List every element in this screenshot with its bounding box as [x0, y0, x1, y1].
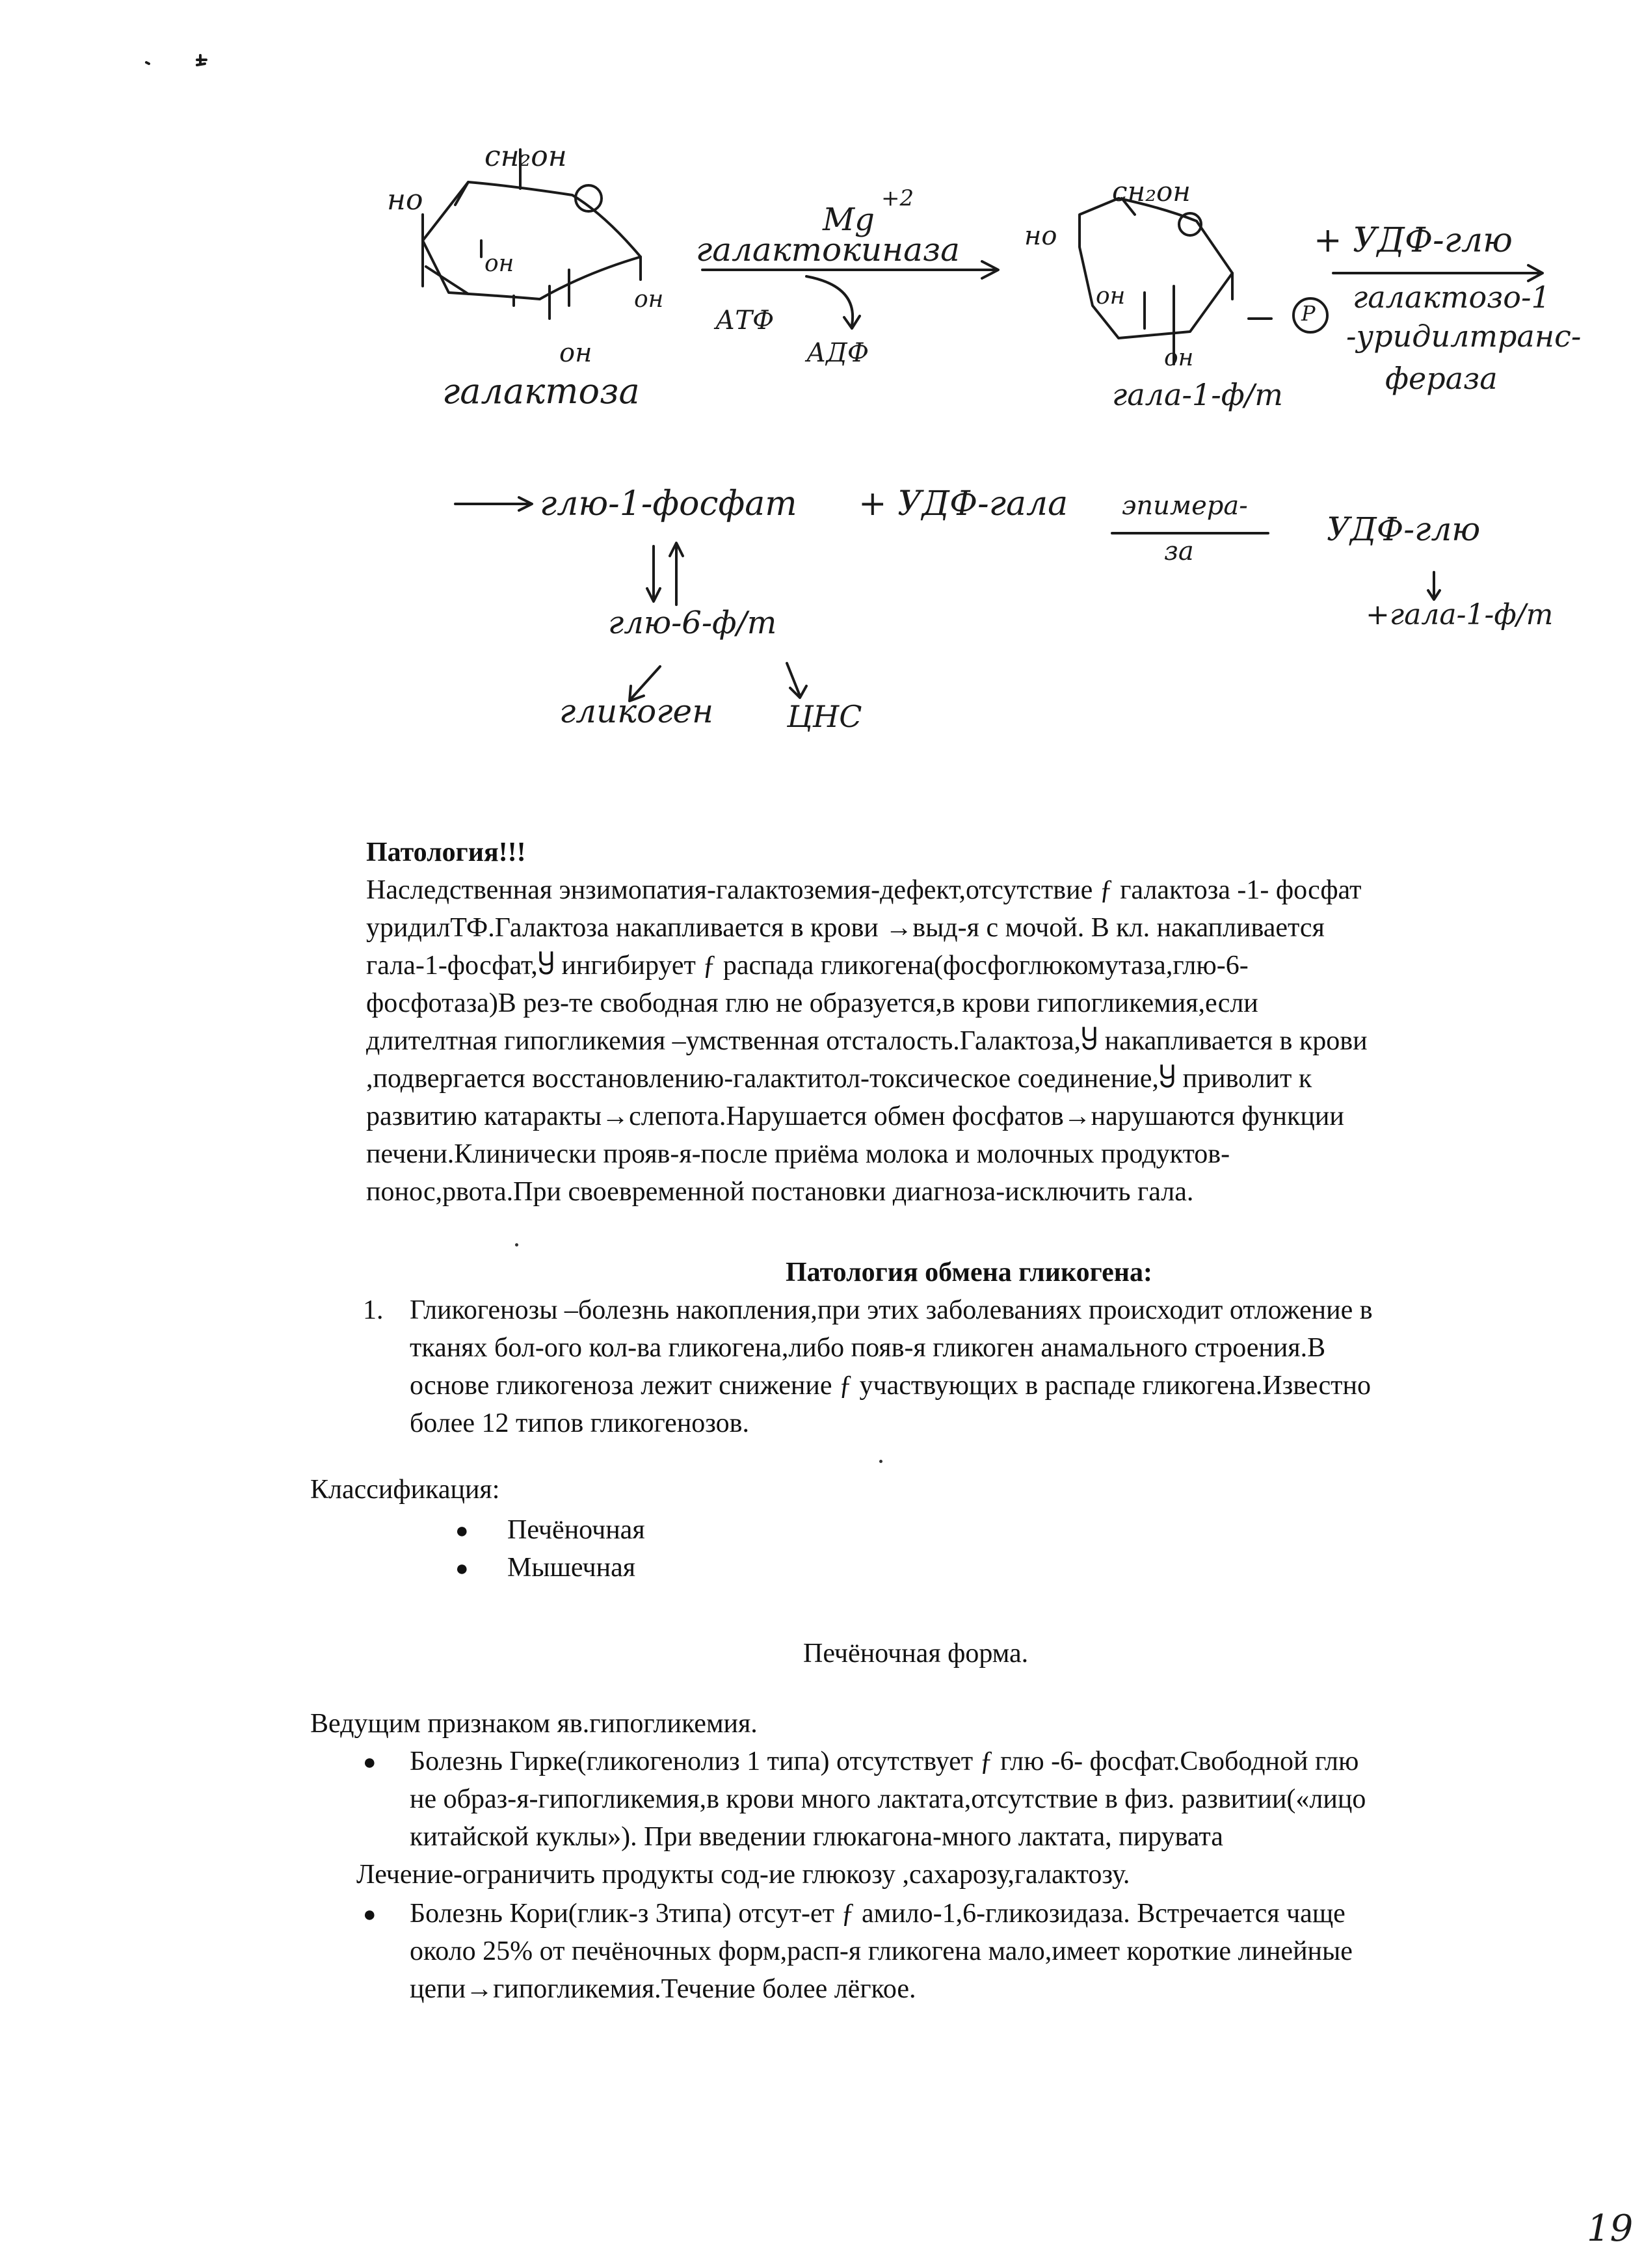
classification-item-2: Мышечная [507, 1553, 636, 1583]
catalyst-charge: +2 [881, 185, 914, 211]
pathology-line-9: понос,рвота.При своевременной постановки диагноза-исключить гала. [366, 1177, 1194, 1207]
liver-form-lead: Ведущим признаком яв.гипогликемия. [310, 1709, 758, 1739]
glycogen-heading-text: Патология обмена гликогена: [786, 1258, 1152, 1287]
phosphate-label: Р [1301, 301, 1316, 326]
classification-label: Классификация: [310, 1475, 500, 1505]
epimerase-line1: эпимера- [1122, 491, 1248, 521]
mol1-top-group: сн₂он [484, 140, 567, 173]
mol1-ring-oh: он [484, 250, 514, 277]
branch-glycogen: гликоген [559, 692, 714, 730]
girke-line-1: Болезнь Гирке(гликогенолиз 1 типа) отсутствует ƒ глю -6- фосфат.Свободной глю [410, 1747, 1359, 1776]
stray-dot [879, 1460, 882, 1463]
mol2-left-group: но [1024, 221, 1057, 251]
reagent-udp-glu: + УДФ-глю [1314, 221, 1513, 260]
list-item [410, 1743, 1593, 1856]
catalyst-ion: Mg [823, 202, 875, 238]
glu-1-phosphate: глю-1-фосфат [540, 484, 797, 523]
stray-dot [515, 1243, 518, 1246]
pathology-line-1: Наследственная энзимопатия-галактоземия-дефект,отсутствие ƒ галактоза -1- фосфат [366, 875, 1362, 905]
bullet-icon: ● [455, 1557, 469, 1581]
mol2-name: гала-1-ф/т [1112, 377, 1283, 412]
glycogen-line-3: основе гликогеноза лежит снижение ƒ участвующих в распаде гликогена.Известно [410, 1371, 1371, 1401]
page-number: 19 [1587, 2208, 1634, 2250]
plus-udp-gala: + УДФ-гала [858, 484, 1068, 523]
enzyme2-line2: -уридилтранс- [1346, 319, 1582, 354]
mol1-name: галактоза [442, 371, 640, 412]
pathology-line-8: печени.Клинически прояв-я-после приёма молока и молочных продуктов- [366, 1139, 1230, 1169]
bullet-icon: ● [363, 1903, 377, 1927]
list-item [449, 1549, 969, 1587]
epimerase-line2: за [1164, 536, 1194, 566]
girke-line-3: китайской куклы»). При введении глюкагона-много лактата, пирувата [410, 1822, 1223, 1852]
kori-line-3: цепи→гипогликемия.Течение более лёгкое. [410, 1974, 916, 2004]
glycogen-heading [0, 1254, 1644, 1291]
kori-line-1: Болезнь Кори(глик-з 3типа) отсут-ет ƒ амило-1,6-гликозидаза. Встречается чаще [410, 1899, 1346, 1929]
pathology-line-2: уридилТФ.Галактоза накапливается в крови →выд-я с мочой. В кл. накапливается [366, 913, 1325, 943]
pathology-line-7: развитию катаракты→слепота.Нарушается обмен фосфатов→нарушаются функции [366, 1101, 1344, 1131]
mol2-top-group: сн₂он [1112, 176, 1191, 207]
enzyme2-line1: галактозо-1 [1353, 280, 1550, 315]
pathology-heading: Патология!!! [366, 837, 526, 867]
classification-list [449, 1511, 969, 1587]
pathology-line-4: фосфотаза)В рез-те свободная глю не образуется,в крови гипогликемия,если [366, 988, 1258, 1018]
glycogen-line-4: более 12 типов гликогенозов. [410, 1408, 749, 1438]
pathology-section [366, 834, 1576, 1211]
cofactor-atp: АТФ [715, 306, 775, 336]
udp-glu-result: УДФ-глю [1327, 510, 1481, 548]
mol2-bottom-oh: он [1164, 345, 1194, 371]
pathology-line-3: гала-1-фосфат,Ⴘ ингибирует ƒ распада гликогена(фосфоглюкомутаза,глю-6- [366, 951, 1249, 981]
kori-line-2: около 25% от печёночных форм,расп-я гликогена мало,имеет короткие линейные [410, 1936, 1353, 1966]
cofactor-adp: АДФ [806, 338, 869, 368]
gala-1-p-result: +гала-1-ф/т [1366, 598, 1554, 631]
glycogen-line-2: тканях бол-ого кол-ва гликогена,либо появ-я гликоген анамального строения.В [410, 1333, 1326, 1363]
glu-6-phosphate: глю-6-ф/т [608, 605, 777, 641]
liver-form-heading: Печёночная форма. [803, 1639, 1029, 1668]
classification-item-1: Печёночная [507, 1515, 645, 1545]
pathology-line-6: ,подвергается восстановлению-галактитол-токсическое соединение,Ⴘ приволит к [366, 1064, 1312, 1094]
girke-line-2: не образ-я-гипогликемия,в крови много лактата,отсутствие в физ. развитии(«лицо [410, 1784, 1366, 1814]
list-number: 1. [363, 1295, 384, 1325]
mol1-right-oh: он [634, 286, 664, 313]
list-item [449, 1511, 969, 1549]
mol1-bottom-oh: он [559, 338, 592, 368]
enzyme-galactokinase: галактокиназа [696, 231, 960, 269]
glycogen-line-1: Гликогенозы –болезнь накопления,при этих заболеваниях происходит отложение в [410, 1295, 1373, 1325]
mol2-ring-oh: он [1096, 283, 1126, 310]
list-item [410, 1895, 1593, 2008]
treatment-line: Лечение-ограничить продукты сод-ие глюкозу ,сахарозу,галактозу. [356, 1860, 1130, 1890]
mol1-left-group: но [387, 183, 423, 217]
pathology-line-5: длителтная гипогликемия –умственная отсталость.Галактоза,Ⴘ накапливается в крови [366, 1026, 1368, 1056]
enzyme2-line3: фераза [1385, 361, 1498, 396]
branch-cns: ЦНС [787, 699, 862, 734]
list-item-body [410, 1291, 1593, 1442]
bullet-icon: ● [455, 1519, 469, 1543]
bullet-icon: ● [363, 1750, 377, 1774]
